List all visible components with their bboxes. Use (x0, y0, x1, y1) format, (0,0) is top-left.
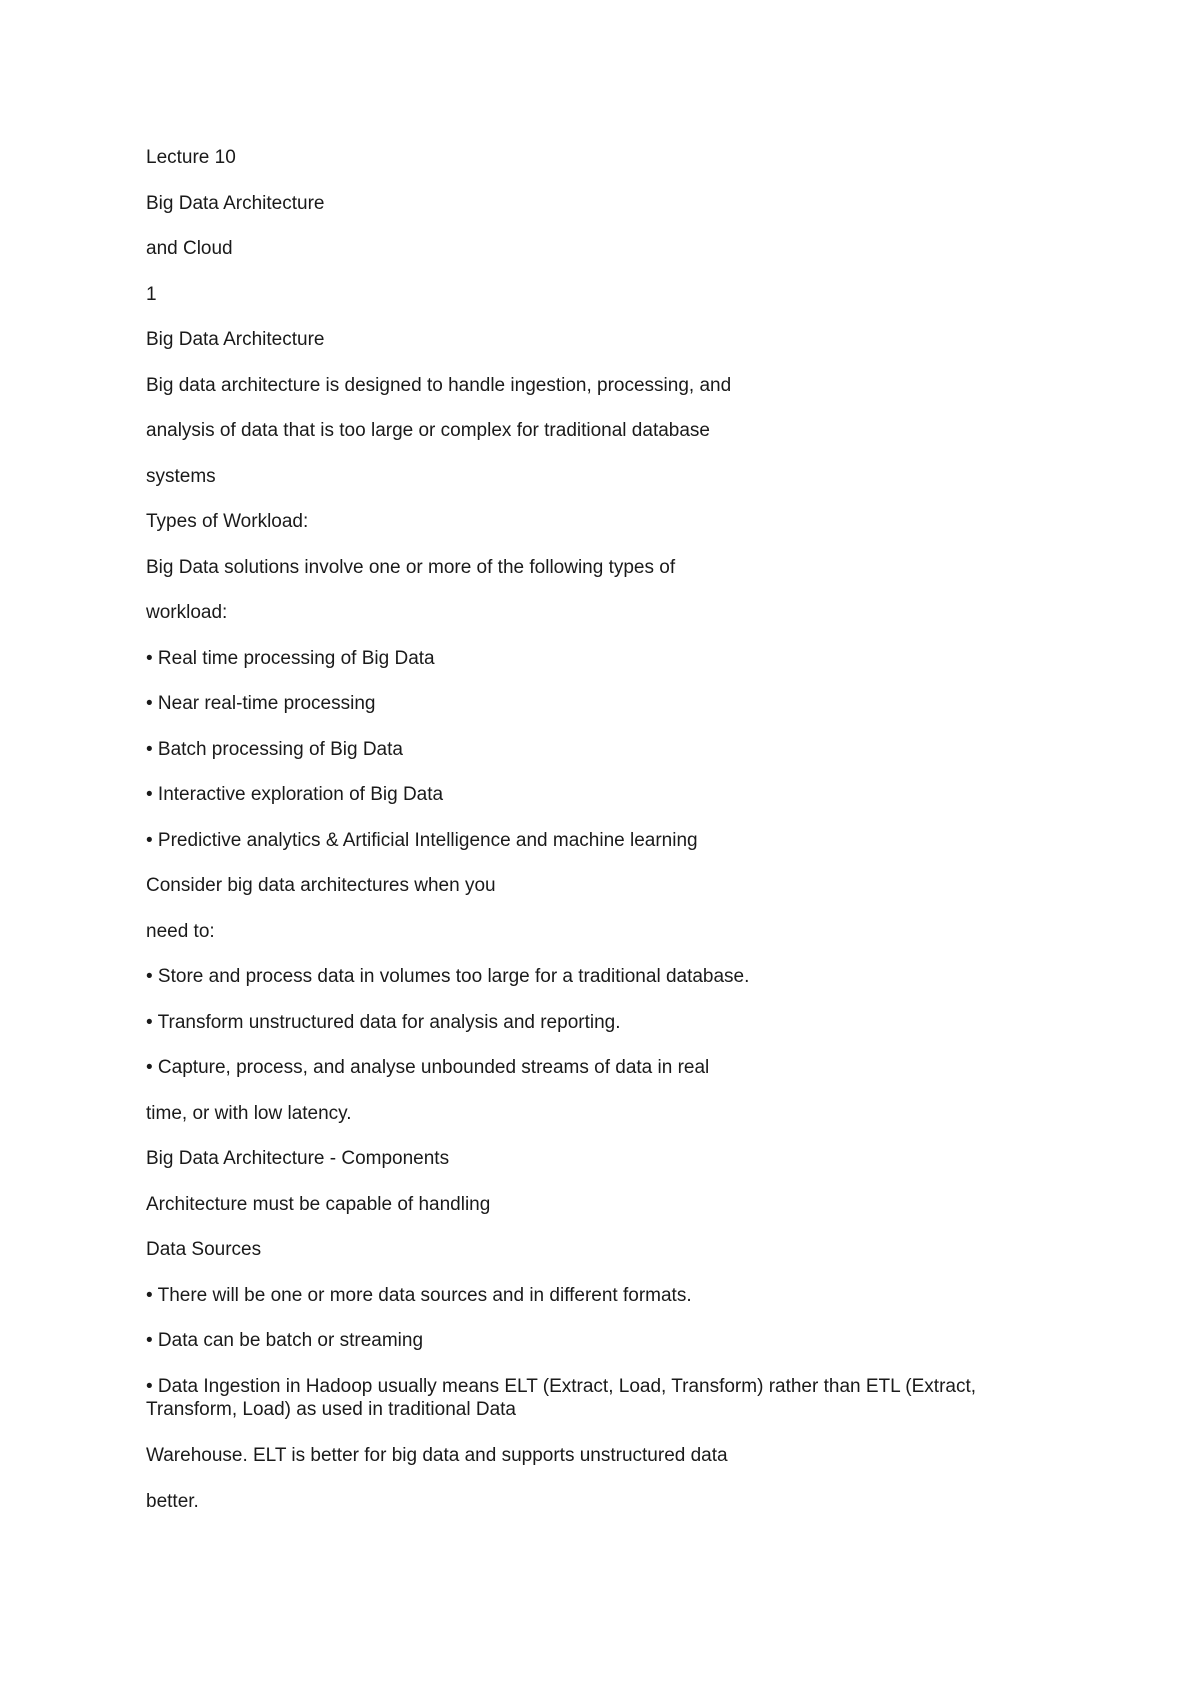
section-heading: Big Data Architecture (146, 329, 325, 350)
bullet-item: • Real time processing of Big Data (146, 647, 435, 669)
paragraph-line: Big data architecture is designed to handle ingestion, processing, and (146, 374, 732, 396)
bullet-item: • Data can be batch or streaming (146, 1330, 424, 1351)
bullet-item: • Capture, process, and analyse unbounded streams of data in real (146, 1057, 710, 1078)
paragraph-line: better. (146, 1490, 199, 1512)
section-heading: Types of Workload: (146, 511, 309, 532)
section-heading: Big Data Architecture - Components (146, 1148, 450, 1169)
paragraph-line: systems (146, 465, 216, 487)
bullet-item: • Store and process data in volumes too large for a traditional database. (146, 966, 750, 987)
bullet-item: • There will be one or more data sources and in different formats. (146, 1284, 692, 1306)
title-line-2: and Cloud (146, 238, 233, 259)
paragraph-line: Consider big data architectures when you (146, 875, 496, 896)
bullet-item: • Predictive analytics & Artificial Intelligence and machine learning (146, 829, 698, 851)
document-body (146, 146, 1066, 1513)
slide-number: 1 (146, 283, 157, 305)
paragraph-line: Big Data solutions involve one or more of the following types of (146, 556, 676, 578)
bullet-item: • Data Ingestion in Hadoop usually means ELT (Extract, Load, Transform) rather than ETL (Extract, Transform, Load) as used in traditional Data (146, 1375, 977, 1420)
title-line-1: Big Data Architecture (146, 192, 325, 214)
bullet-item: • Near real-time processing (146, 693, 376, 714)
paragraph-line: Architecture must be capable of handling (146, 1193, 491, 1215)
paragraph-line: analysis of data that is too large or complex for traditional database (146, 420, 710, 441)
paragraph-line: Warehouse. ELT is better for big data and supports unstructured data (146, 1445, 728, 1466)
paragraph-line: time, or with low latency. (146, 1102, 352, 1124)
paragraph-line: workload: (146, 602, 228, 623)
lecture-number: Lecture 10 (146, 147, 236, 168)
bullet-item: • Transform unstructured data for analysis and reporting. (146, 1011, 621, 1033)
subsection-heading: Data Sources (146, 1239, 262, 1260)
bullet-item: • Batch processing of Big Data (146, 738, 403, 760)
bullet-item: • Interactive exploration of Big Data (146, 784, 444, 805)
paragraph-line: need to: (146, 920, 215, 942)
